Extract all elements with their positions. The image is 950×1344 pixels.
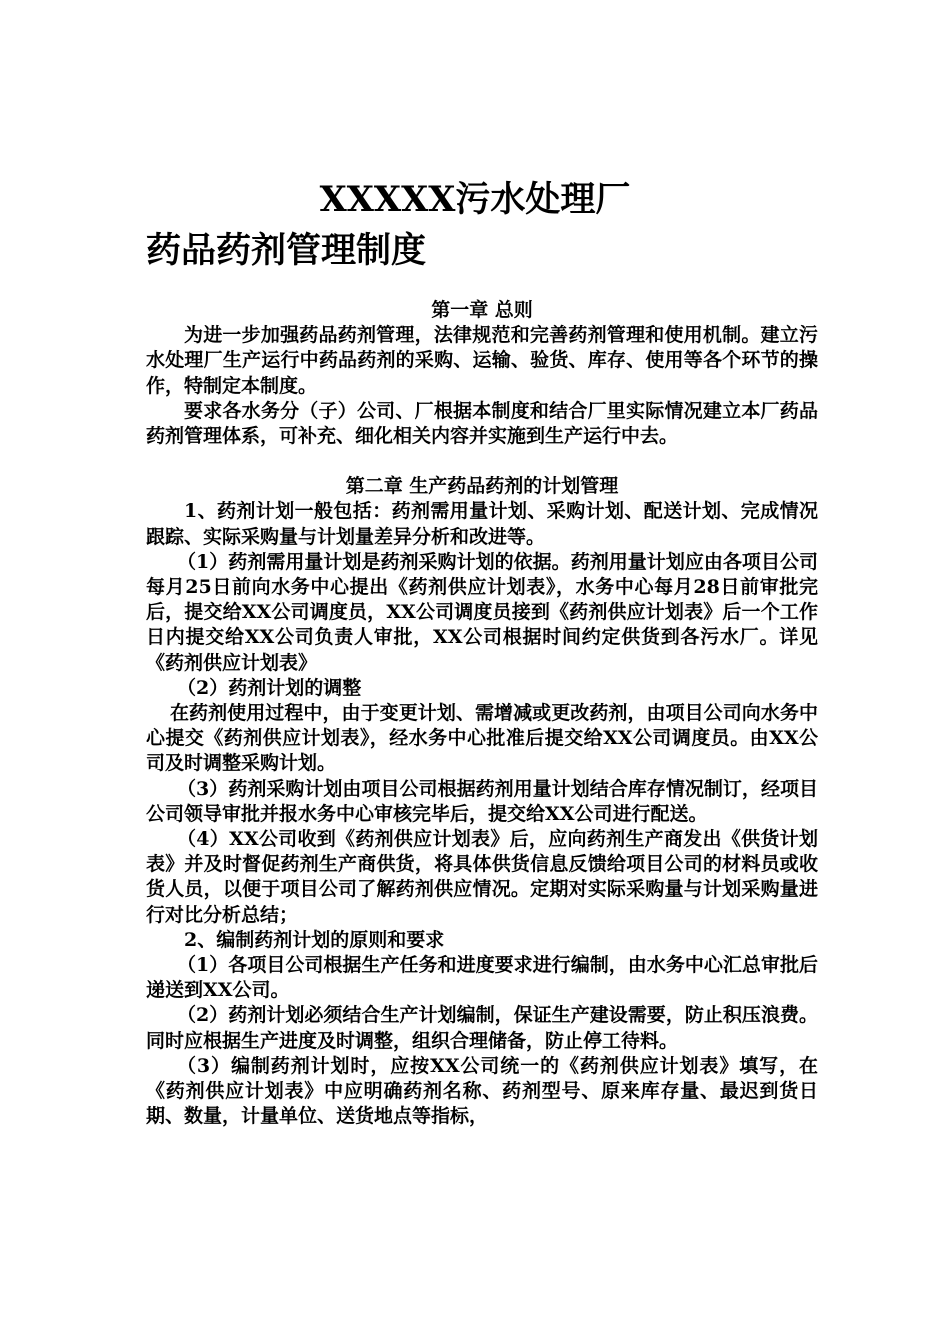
paragraph: 要求各水务分（子）公司、厂根据本制度和结合厂里实际情况建立本厂药品药剂管理体系，可补充、细化相关内容并实施到生产运行中去。 [146,399,818,448]
paragraph: （1）药剂需用量计划是药剂采购计划的依据。药剂用量计划应由各项目公司每月25日前向水务中心提出《药剂供应计划表》，水务中心每月28日前审批完后，提交给XX公司调度员，XX公司调度员接到《药剂供应计划表》后一个工作日内提交给XX公司负责人审批，XX公司根据时间约定供货到各污水厂。详见《药剂供应计划表》 [146,550,818,674]
chapter-heading: 第一章 总则 [431,299,533,321]
document-title: XXXXX污水处理厂 [319,179,631,220]
paragraph: （3）编制药剂计划时，应按XX公司统一的《药剂供应计划表》填写，在《药剂供应计划表》中应明确药剂名称、药剂型号、原来库存量、最迟到货日期、数量，计量单位、送货地点等指标， [146,1054,818,1128]
chapter-heading: 第二章 生产药品药剂的计划管理 [345,475,619,498]
paragraph: 2、编制药剂计划的原则和要求 [184,928,445,951]
paragraph: （1）各项目公司根据生产任务和进度要求进行编制，由水务中心汇总审批后递送到XX公司。 [146,954,818,1002]
paragraph: （2）药剂计划的调整 [177,676,362,699]
document-subtitle: 药品药剂管理制度 [146,230,427,271]
paragraph: 在药剂使用过程中，由于变更计划、需增减或更改药剂，由项目公司向水务中心提交《药剂供应计划表》，经水务中心批准后提交给XX公司调度员。由XX公司及时调整采购计划。 [146,702,818,775]
paragraph: （2）药剂计划必须结合生产计划编制，保证生产建设需要，防止积压浪费。同时应根据生产进度及时调整，组织合理储备，防止停工待料。 [146,1004,818,1052]
paragraph: （3）药剂采购计划由项目公司根据药剂用量计划结合库存情况制订，经项目公司领导审批并报水务中心审核完毕后，提交给XX公司进行配送。 [146,777,818,825]
paragraph: （4）XX公司收到《药剂供应计划表》后，应向药剂生产商发出《供货计划表》并及时督促药剂生产商供货，将具体供货信息反馈给项目公司的材料员或收货人员，以便于项目公司了解药剂供应情况。定期对实际采购量与计划采购量进行对比分析总结； [146,828,818,926]
paragraph: 为进一步加强药品药剂管理，法律规范和完善药剂管理和使用机制。建立污水处理厂生产运行中药品药剂的采购、运输、验货、库存、使用等各个环节的操作，特制定本制度。 [146,324,818,397]
paragraph: 1、药剂计划一般包括：药剂需用量计划、采购计划、配送计划、完成情况跟踪、实际采购量与计划量差异分析和改进等。 [146,500,818,548]
document-body [146,298,818,1130]
